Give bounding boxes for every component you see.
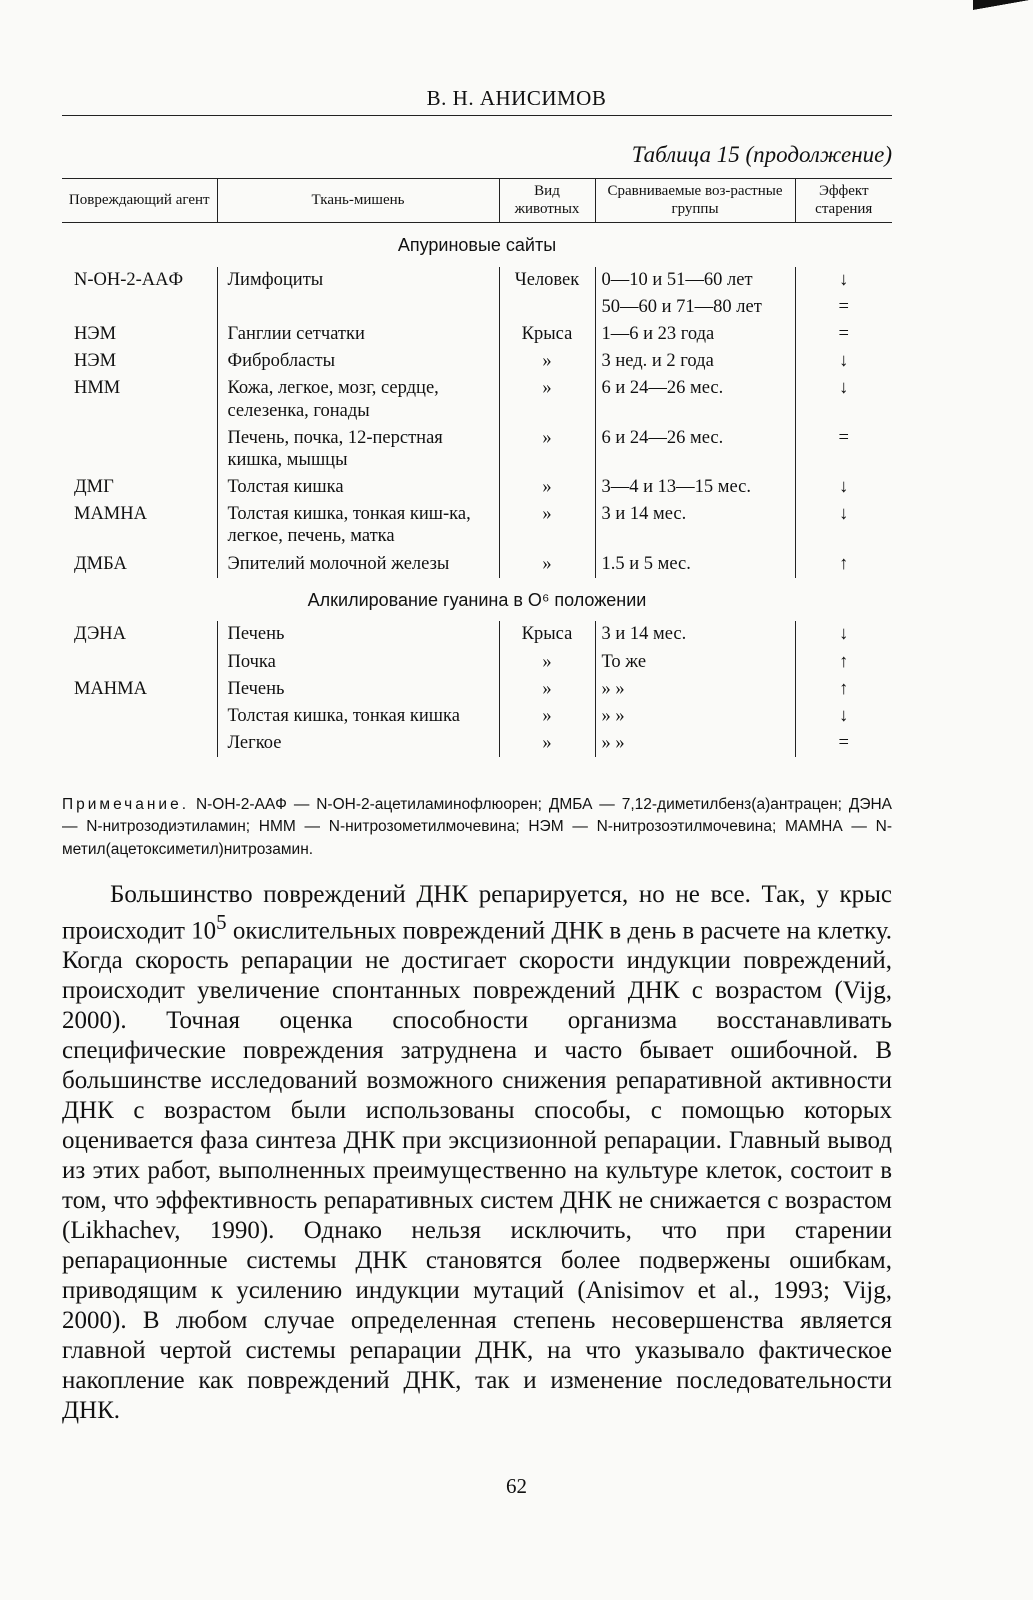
ages-cell: 3—4 и 13—15 мес.: [595, 474, 795, 501]
agent-cell: ДМГ: [74, 477, 114, 498]
table-row: [62, 649, 892, 676]
effect-cell: ↓: [795, 501, 892, 550]
agent-cell: N-OH-2-AAФ: [74, 269, 184, 290]
note-label: Примечание.: [62, 796, 190, 813]
species-cell: »: [499, 375, 595, 424]
effect-cell: ↑: [795, 676, 892, 703]
species-cell: »: [499, 474, 595, 501]
ages-cell: » »: [595, 703, 795, 730]
tissue-cell: Легкое: [217, 730, 499, 757]
ages-cell: 3 нед. и 2 года: [595, 348, 795, 375]
table-row: [62, 294, 892, 321]
species-cell: »: [499, 703, 595, 730]
species-cell: »: [499, 676, 595, 703]
effect-cell: ↓: [795, 267, 892, 294]
ages-cell: То же: [595, 649, 795, 676]
tissue-cell: Эпителий молочной железы: [217, 551, 499, 578]
table-row: [62, 348, 892, 375]
effect-cell: ↑: [795, 649, 892, 676]
running-header: В. Н. АНИСИМОВ: [426, 86, 607, 110]
tissue-cell: Почка: [217, 649, 499, 676]
table-body: [62, 223, 892, 758]
agent-cell: [62, 294, 217, 321]
species-cell: »: [499, 425, 595, 474]
ages-cell: 3 и 14 мес.: [595, 621, 795, 648]
species-cell: Человек: [499, 267, 595, 294]
agent-cell: [62, 649, 217, 676]
effect-cell: =: [795, 294, 892, 321]
agent-cell: [62, 703, 217, 730]
paragraph-text: окислительных повреждений ДНК в день в расчете на клетку. Когда скорость репарации не достигает скорости индукции повреждений, происходит увеличение спонтанных повреждений ДНК с возрастом (Vijg, 2000). Точная оценка способности организма восстанавливать специфические повреждения затруднена и часто бывает ошибочной. В большинстве исследований возможного снижения репаративной активности ДНК с возрастом были использованы способы, с помощью которых оценивается фаза синтеза ДНК при эксцизионной репарации. Главный вывод из этих работ, выполненных преимущественно на культуре клеток, состоит в том, что эффективность репаративных систем ДНК не снижается с возрастом (Likhachev, 1990). Однако нельзя исключить, что при старении репарационные системы ДНК становятся более подвержены ошибкам, приводящим к усилению индукции мутаций (Anisimov et al., 1993; Vijg, 2000). В любом случае определенная степень несовершенства является главной чертой системы репарации ДНК, на что указывало фактическое накопление как повреждений ДНК, так и изменение последовательности ДНК.: [62, 917, 892, 1425]
table-row: [62, 425, 892, 474]
species-cell: Крыса: [499, 321, 595, 348]
body-text: [62, 880, 892, 1426]
ages-cell: 50—60 и 71—80 лет: [595, 294, 795, 321]
note-text: N-OH-2-AAФ — N-OH-2-ацетиламинофлюорен; ДМБА — 7,12-диметилбенз(а)антрацен; ДЭНА — N-нитрозодиэтиламин; НММ — N-нитрозометилмочевина; НЭМ — N-нитрозоэтилмочевина; МАМНА — N-метил(ацетоксиметил)нитрозамин.: [62, 796, 892, 858]
agent-cell: [62, 425, 217, 474]
agent-cell: НЭМ: [74, 351, 117, 372]
table-row: [62, 676, 892, 703]
column-header: Эффект старения: [795, 179, 892, 223]
effect-cell: ↓: [795, 474, 892, 501]
column-header: Ткань-мишень: [217, 179, 499, 223]
table-row: [62, 375, 892, 424]
scan-corner-mark: [973, 0, 1033, 14]
page-number: 62: [506, 1474, 527, 1498]
superscript: 5: [216, 910, 227, 934]
tissue-cell: Печень: [217, 676, 499, 703]
tissue-cell: Ганглии сетчатки: [217, 321, 499, 348]
effect-cell: =: [795, 425, 892, 474]
tissue-cell: Печень, почка, 12-перстная кишка, мышцы: [217, 425, 499, 474]
table-row: [62, 501, 892, 550]
tissue-cell: [217, 294, 499, 321]
data-table: [62, 178, 892, 757]
agent-cell: МАМНА: [74, 504, 147, 525]
ages-cell: 1—6 и 23 года: [595, 321, 795, 348]
paragraph-text: Большинство повреждений ДНК репарируется, но не все. Так, у крыс происходит 10: [62, 881, 892, 945]
column-header: Вид животных: [499, 179, 595, 223]
effect-cell: =: [795, 321, 892, 348]
species-cell: »: [499, 730, 595, 757]
table-note: [62, 794, 892, 861]
effect-cell: =: [795, 730, 892, 757]
species-cell: »: [499, 348, 595, 375]
species-cell: [499, 294, 595, 321]
agent-cell: МАНМА: [74, 678, 147, 699]
section-title: Алкилирование гуанина в O⁶ положении: [307, 589, 647, 610]
species-cell: »: [499, 551, 595, 578]
table-row: [62, 551, 892, 578]
table-header-row: [62, 179, 892, 223]
agent-cell: ДМБА: [74, 553, 127, 574]
table-row: [62, 474, 892, 501]
species-cell: »: [499, 649, 595, 676]
effect-cell: ↑: [795, 551, 892, 578]
agent-cell: НММ: [74, 378, 121, 399]
header-rule: [62, 115, 892, 116]
tissue-cell: Лимфоциты: [217, 267, 499, 294]
section-title: Апуриновые сайты: [397, 235, 557, 255]
tissue-cell: Толстая кишка, тонкая кишка: [217, 703, 499, 730]
ages-cell: 0—10 и 51—60 лет: [595, 267, 795, 294]
effect-cell: ↓: [795, 621, 892, 648]
column-header: Сравниваемые воз-растные группы: [595, 179, 795, 223]
ages-cell: 1.5 и 5 мес.: [595, 551, 795, 578]
tissue-cell: Толстая кишка, тонкая киш-ка, легкое, печень, матка: [217, 501, 499, 550]
ages-cell: 3 и 14 мес.: [595, 501, 795, 550]
table-row: [62, 730, 892, 757]
table-row: [62, 267, 892, 294]
table-row: [62, 621, 892, 648]
effect-cell: ↓: [795, 703, 892, 730]
ages-cell: » »: [595, 676, 795, 703]
tissue-cell: Кожа, легкое, мозг, сердце, селезенка, гонады: [217, 375, 499, 424]
table-section-row: [62, 578, 892, 622]
table-row: [62, 703, 892, 730]
agent-cell: НЭМ: [74, 323, 117, 344]
table-caption: Таблица 15 (продолжение): [631, 142, 892, 167]
ages-cell: 6 и 24—26 мес.: [595, 375, 795, 424]
tissue-cell: Печень: [217, 621, 499, 648]
tissue-cell: Толстая кишка: [217, 474, 499, 501]
agent-cell: [62, 730, 217, 757]
tissue-cell: Фибробласты: [217, 348, 499, 375]
table-section-row: [62, 223, 892, 267]
effect-cell: ↓: [795, 375, 892, 424]
column-header: Повреждающий агент: [62, 179, 217, 223]
table-row: [62, 321, 892, 348]
effect-cell: ↓: [795, 348, 892, 375]
species-cell: Крыса: [499, 621, 595, 648]
paragraph: [62, 880, 892, 1426]
agent-cell: ДЭНА: [74, 624, 127, 645]
ages-cell: 6 и 24—26 мес.: [595, 425, 795, 474]
ages-cell: » »: [595, 730, 795, 757]
species-cell: »: [499, 501, 595, 550]
